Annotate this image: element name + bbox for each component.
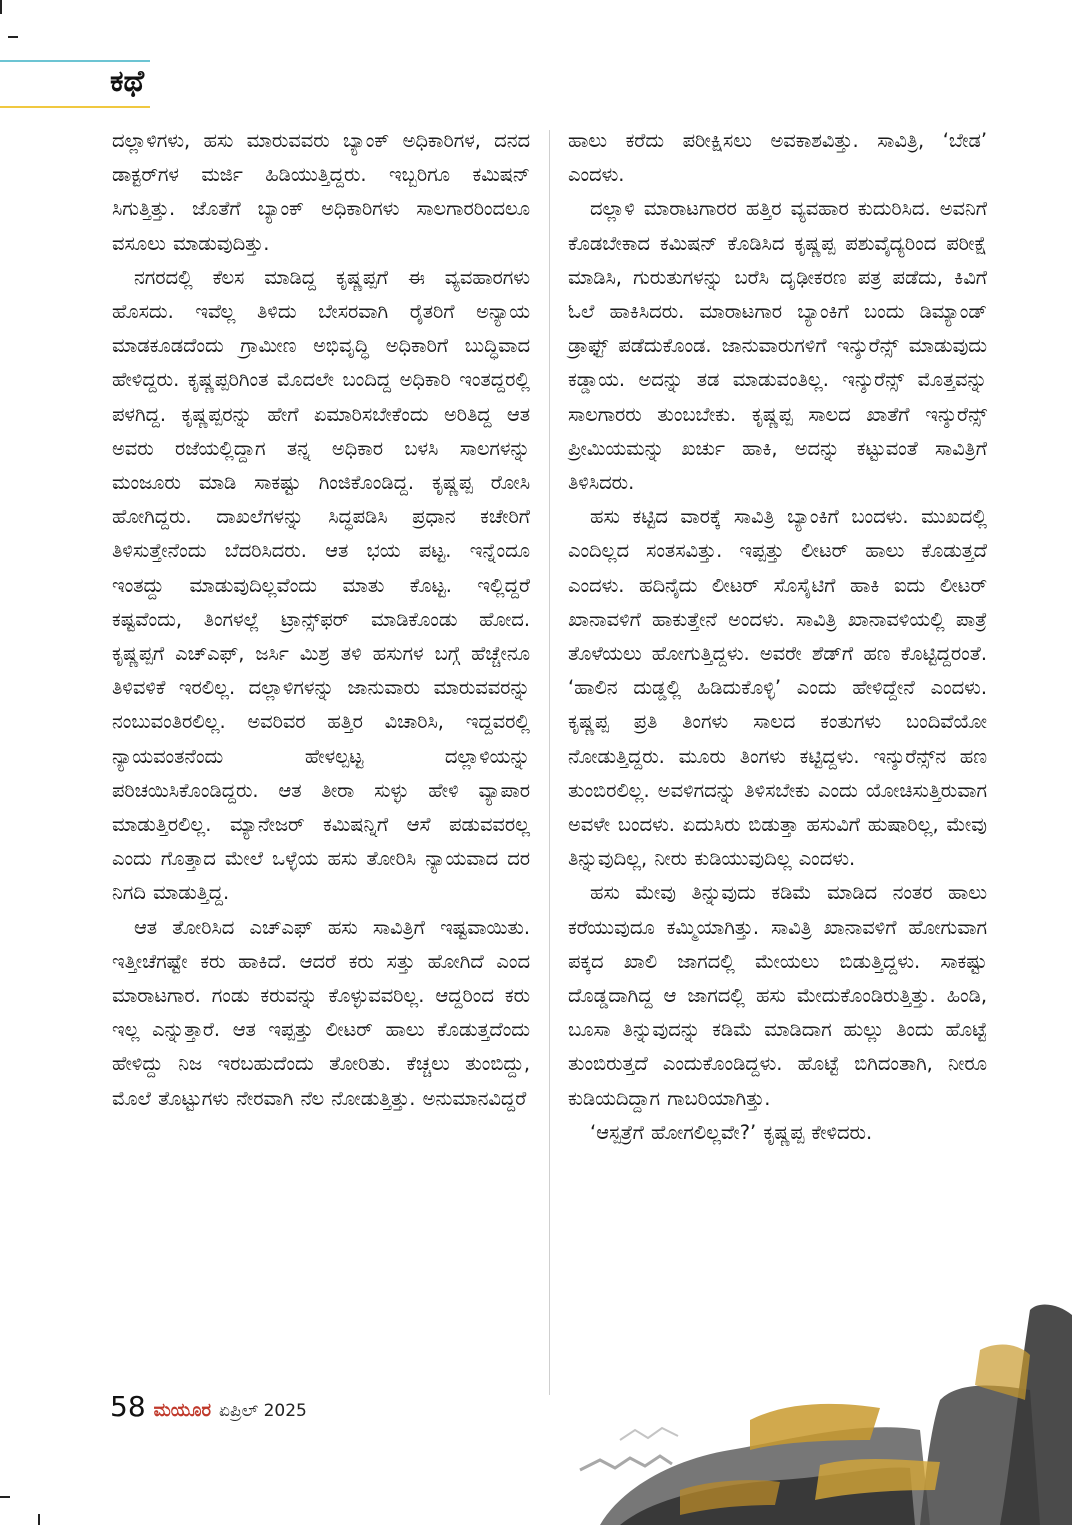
page-footer: [110, 1390, 307, 1423]
header-rule-top: [0, 60, 150, 62]
paragraph: ಹಸು ಮೇವು ತಿನ್ನುವುದು ಕಡಿಮೆ ಮಾಡಿದ ನಂತರ ಹಾಲು ಕರೆಯುವುದೂ ಕಮ್ಮಿಯಾಗಿತ್ತು. ಸಾವಿತ್ರಿ ಖಾನಾವಳಿಗೆ ಹೋಗುವಾಗ ಪಕ್ಕದ ಖಾಲಿ ಜಾಗದಲ್ಲಿ ಮೇಯಲು ಬಿಡುತ್ತಿದ್ದಳು. ಸಾಕಷ್ಟು ದೊಡ್ಡದಾಗಿದ್ದ ಆ ಜಾಗದಲ್ಲಿ ಹಸು ಮೇದುಕೊಂಡಿರುತ್ತಿತ್ತು. ಹಿಂಡಿ, ಬೂಸಾ ತಿನ್ನುವುದನ್ನು ಕಡಿಮೆ ಮಾಡಿದಾಗ ಹುಲ್ಲು ತಿಂದು ಹೊಟ್ಟೆ ತುಂಬಿರುತ್ತದೆ ಎಂದುಕೊಂಡಿದ್ದಳು. ಹೊಟ್ಟೆ ಬಿಗಿದಂತಾಗಿ, ನೀರೂ ಕುಡಿಯದಿದ್ದಾಗ ಗಾಬರಿಯಾಗಿತ್ತು.: [568, 881, 987, 1110]
header-rule-bottom: [0, 106, 150, 108]
crop-mark: [0, 1496, 10, 1498]
paragraph: ದಲ್ಲಾಳಿಗಳು, ಹಸು ಮಾರುವವರು ಬ್ಯಾಂಕ್ ಅಧಿಕಾರಿಗಳ, ದನದ ಡಾಕ್ಟರ್‌ಗಳ ಮರ್ಜಿ ಹಿಡಿಯುತ್ತಿದ್ದರು. ಇಬ್ಬರಿಗೂ ಕಮಿಷನ್ ಸಿಗುತ್ತಿತ್ತು. ಜೊತೆಗೆ ಬ್ಯಾಂಕ್ ಅಧಿಕಾರಿಗಳು ಸಾಲಗಾರರಿಂದಲೂ ವಸೂಲು ಮಾಡುವುದಿತ್ತು.: [112, 129, 530, 255]
brush-illustration: [560, 1290, 1072, 1525]
page-number: 58: [110, 1390, 146, 1423]
paragraph: ದಲ್ಲಾಳಿ ಮಾರಾಟಗಾರರ ಹತ್ತಿರ ವ್ಯವಹಾರ ಕುದುರಿಸಿದ. ಅವನಿಗೆ ಕೊಡಬೇಕಾದ ಕಮಿಷನ್ ಕೊಡಿಸಿದ ಕೃಷ್ಣಪ್ಪ ಪಶುವೈದ್ಯರಿಂದ ಪರೀಕ್ಷೆ ಮಾಡಿಸಿ, ಗುರುತುಗಳನ್ನು ಬರೆಸಿ ದೃಢೀಕರಣ ಪತ್ರ ಪಡೆದು, ಕಿವಿಗೆ ಓಲೆ ಹಾಕಿಸಿದರು. ಮಾರಾಟಗಾರ ಬ್ಯಾಂಕಿಗೆ ಬಂದು ಡಿಮ್ಯಾಂಡ್ ಡ್ರಾಫ್ಟ್ ಪಡೆದುಕೊಂಡ. ಜಾನುವಾರುಗಳಿಗೆ ಇನ್ಶುರೆನ್ಸ್ ಮಾಡುವುದು ಕಡ್ಡಾಯ. ಅದನ್ನು ತಡ ಮಾಡುವಂತಿಲ್ಲ. ಇನ್ಶುರೆನ್ಸ್ ಮೊತ್ತವನ್ನು ಸಾಲಗಾರರು ತುಂಬಬೇಕು. ಕೃಷ್ಣಪ್ಪ ಸಾಲದ ಖಾತೆಗೆ ಇನ್ಶುರೆನ್ಸ್ ಪ್ರೀಮಿಯಮನ್ನು ಖರ್ಚು ಹಾಕಿ, ಅದನ್ನು ಕಟ್ಟುವಂತೆ ಸಾವಿತ್ರಿಗೆ ತಿಳಿಸಿದರು.: [568, 197, 987, 495]
paragraph: ಹಾಲು ಕರೆದು ಪರೀಕ್ಷಿಸಲು ಅವಕಾಶವಿತ್ತು. ಸಾವಿತ್ರಿ, ‘ಬೇಡ’ ಎಂದಳು.: [568, 129, 987, 187]
section-label: ಕಥೆ: [110, 64, 145, 99]
paragraph: ‘ಆಸ್ಪತ್ರೆಗೆ ಹೋಗಲಿಲ್ಲವೇ?’ ಕೃಷ್ಣಪ್ಪ ಕೇಳಿದರು.: [590, 1120, 873, 1144]
crop-mark: [38, 1514, 40, 1525]
magazine-name: ಮಯೂರ: [153, 1400, 212, 1421]
right-column: [568, 124, 987, 1150]
crop-mark: [0, 0, 2, 14]
paragraph: ಹಸು ಕಟ್ಟಿದ ವಾರಕ್ಕೆ ಸಾವಿತ್ರಿ ಬ್ಯಾಂಕಿಗೆ ಬಂದಳು. ಮುಖದಲ್ಲಿ ಎಂದಿಲ್ಲದ ಸಂತಸವಿತ್ತು. ಇಪ್ಪತ್ತು ಲೀಟರ್ ಹಾಲು ಕೊಡುತ್ತದೆ ಎಂದಳು. ಹದಿನೈದು ಲೀಟರ್ ಸೊಸೈಟಿಗೆ ಹಾಕಿ ಐದು ಲೀಟರ್ ಖಾನಾವಳಿಗೆ ಹಾಕುತ್ತೇನೆ ಅಂದಳು. ಸಾವಿತ್ರಿ ಖಾನಾವಳಿಯಲ್ಲಿ ಪಾತ್ರೆ ತೊಳೆಯಲು ಹೋಗುತ್ತಿದ್ದಳು. ಅವರೇ ಶೆಡ್‌ಗೆ ಹಣ ಕೊಟ್ಟಿದ್ದರಂತೆ. ‘ಹಾಲಿನ ದುಡ್ಡಲ್ಲಿ ಹಿಡಿದುಕೊಳ್ಳಿ’ ಎಂದು ಹೇಳಿದ್ದೇನೆ ಎಂದಳು. ಕೃಷ್ಣಪ್ಪ ಪ್ರತಿ ತಿಂಗಳು ಸಾಲದ ಕಂತುಗಳು ಬಂದಿವೆಯೋ ನೋಡುತ್ತಿದ್ದರು. ಮೂರು ತಿಂಗಳು ಕಟ್ಟಿದ್ದಳು. ಇನ್ಶುರೆನ್ಸ್‌ನ ಹಣ ತುಂಬಿರಲಿಲ್ಲ. ಅವಳಿಗದನ್ನು ತಿಳಿಸಬೇಕು ಎಂದು ಯೋಚಿಸುತ್ತಿರುವಾಗ ಅವಳೇ ಬಂದಳು. ಏದುಸಿರು ಬಿಡುತ್ತಾ ಹಸುವಿಗೆ ಹುಷಾರಿಲ್ಲ, ಮೇವು ತಿನ್ನುವುದಿಲ್ಲ, ನೀರು ಕುಡಿಯುವುದಿಲ್ಲ ಎಂದಳು.: [568, 505, 987, 871]
paragraph: ಆತ ತೋರಿಸಿದ ಎಚ್‌ಎಫ್ ಹಸು ಸಾವಿತ್ರಿಗೆ ಇಷ್ಟವಾಯಿತು. ಇತ್ತೀಚೆಗಷ್ಟೇ ಕರು ಹಾಕಿದೆ. ಆದರೆ ಕರು ಸತ್ತು ಹೋಗಿದೆ ಎಂದ ಮಾರಾಟಗಾರ. ಗಂಡು ಕರುವನ್ನು ಕೊಳ್ಳುವವರಿಲ್ಲ. ಆದ್ದರಿಂದ ಕರು ಇಲ್ಲ ಎನ್ನುತ್ತಾರೆ. ಆತ ಇಪ್ಪತ್ತು ಲೀಟರ್ ಹಾಲು ಕೊಡುತ್ತದೆಂದು ಹೇಳಿದ್ದು ನಿಜ ಇರಬಹುದೆಂದು ತೋರಿತು. ಕೆಚ್ಚಲು ತುಂಬಿದ್ದು, ಮೊಲೆ ತೊಟ್ಟುಗಳು ನೇರವಾಗಿ ನೆಲ ನೋಡುತ್ತಿತ್ತು. ಅನುಮಾನವಿದ್ದರೆ: [112, 915, 530, 1110]
left-column: [112, 124, 530, 1116]
paragraph: ನಗರದಲ್ಲಿ ಕೆಲಸ ಮಾಡಿದ್ದ ಕೃಷ್ಣಪ್ಪಗೆ ಈ ವ್ಯವಹಾರಗಳು ಹೊಸದು. ಇವೆಲ್ಲ ತಿಳಿದು ಬೇಸರವಾಗಿ ರೈತರಿಗೆ ಅನ್ಯಾಯ ಮಾಡಕೂಡದೆಂದು ಗ್ರಾಮೀಣ ಅಭಿವೃದ್ಧಿ ಅಧಿಕಾರಿಗೆ ಬುದ್ಧಿವಾದ ಹೇಳಿದ್ದರು. ಕೃಷ್ಣಪ್ಪರಿಗಿಂತ ಮೊದಲೇ ಬಂದಿದ್ದ ಅಧಿಕಾರಿ ಇಂತದ್ದರಲ್ಲಿ ಪಳಗಿದ್ದ. ಕೃಷ್ಣಪ್ಪರನ್ನು ಹೇಗೆ ಏಮಾರಿಸಬೇಕೆಂದು ಅರಿತಿದ್ದ ಆತ ಅವರು ರಜೆಯಲ್ಲಿದ್ದಾಗ ತನ್ನ ಅಧಿಕಾರ ಬಳಸಿ ಸಾಲಗಳನ್ನು ಮಂಜೂರು ಮಾಡಿ ಸಾಕಷ್ಟು ಗಿಂಜಿಕೊಂಡಿದ್ದ. ಕೃಷ್ಣಪ್ಪ ರೋಸಿ ಹೋಗಿದ್ದರು. ದಾಖಲೆಗಳನ್ನು ಸಿದ್ಧಪಡಿಸಿ ಪ್ರಧಾನ ಕಚೇರಿಗೆ ತಿಳಿಸುತ್ತೇನೆಂದು ಬೆದರಿಸಿದರು. ಆತ ಭಯ ಪಟ್ಟ. ಇನ್ನೆಂದೂ ಇಂತದ್ದು ಮಾಡುವುದಿಲ್ಲವೆಂದು ಮಾತು ಕೊಟ್ಟ. ಇಲ್ಲಿದ್ದರೆ ಕಷ್ಟವೆಂದು, ತಿಂಗಳಲ್ಲೆ ಟ್ರಾನ್ಸ್‌ಫರ್ ಮಾಡಿಕೊಂಡು ಹೋದ. ಕೃಷ್ಣಪ್ಪಗೆ ಎಚ್‌ಎಫ್, ಜರ್ಸಿ ಮಿಶ್ರ ತಳಿ ಹಸುಗಳ ಬಗ್ಗೆ ಹೆಚ್ಚೇನೂ ತಿಳಿವಳಿಕೆ ಇರಲಿಲ್ಲ. ದಲ್ಲಾಳಿಗಳನ್ನು ಜಾನುವಾರು ಮಾರುವವರನ್ನು ನಂಬುವಂತಿರಲಿಲ್ಲ. ಅವರಿವರ ಹತ್ತಿರ ವಿಚಾರಿಸಿ, ಇದ್ದವರಲ್ಲಿ ನ್ಯಾಯವಂತನೆಂದು ಹೇಳಲ್ಪಟ್ಟ ದಲ್ಲಾಳಿಯನ್ನು ಪರಿಚಯಿಸಿಕೊಂಡಿದ್ದರು. ಆತ ತೀರಾ ಸುಳ್ಳು ಹೇಳಿ ವ್ಯಾಪಾರ ಮಾಡುತ್ತಿರಲಿಲ್ಲ. ಮ್ಯಾನೇಜರ್ ಕಮಿಷನ್ನಿಗೆ ಆಸೆ ಪಡುವವರಲ್ಲ ಎಂದು ಗೊತ್ತಾದ ಮೇಲೆ ಒಳ್ಳೆಯ ಹಸು ತೋರಿಸಿ ನ್ಯಾಯವಾದ ದರ ನಿಗದಿ ಮಾಡುತ್ತಿದ್ದ.: [112, 265, 530, 905]
column-divider: [549, 130, 550, 1395]
crop-mark: [8, 36, 18, 38]
issue-date: ಏಪ್ರಿಲ್ 2025: [219, 1401, 307, 1421]
